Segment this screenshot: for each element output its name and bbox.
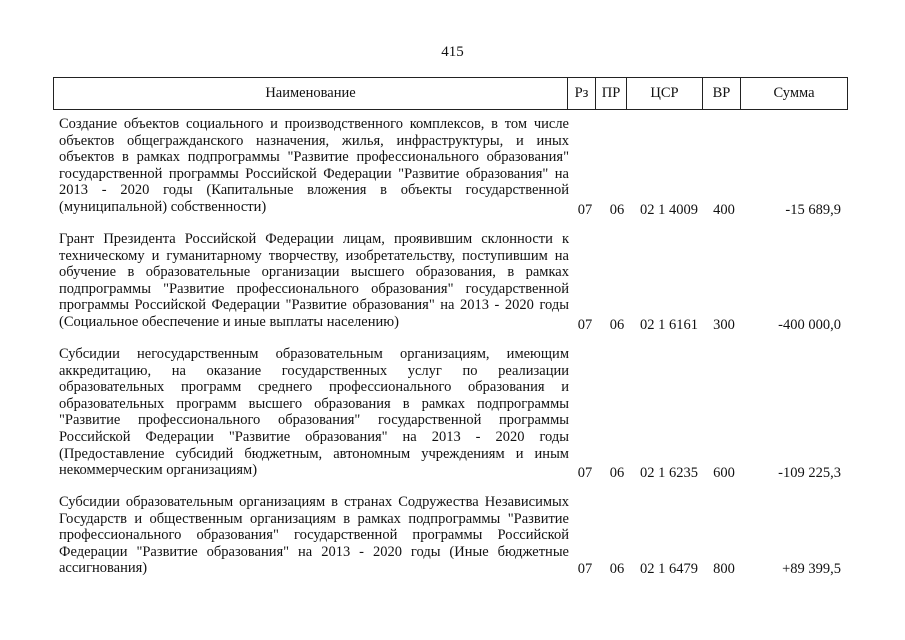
column-header-name: Наименование	[54, 78, 568, 110]
table-header	[53, 77, 848, 110]
row-csr: 02 1 6235	[640, 465, 698, 482]
row-pr: 06	[609, 561, 625, 578]
row-sum: +89 399,5	[782, 561, 841, 578]
row-csr: 02 1 6161	[640, 317, 698, 334]
row-values	[53, 561, 847, 578]
column-header-rz: Рз	[568, 78, 596, 110]
table-row	[53, 494, 847, 578]
row-values	[53, 465, 847, 482]
table-row	[53, 116, 847, 219]
row-sum: -15 689,9	[785, 202, 841, 219]
row-pr: 06	[609, 317, 625, 334]
row-rz: 07	[577, 202, 593, 219]
column-header-pr: ПР	[596, 78, 627, 110]
row-description: Грант Президента Российской Федерации лицам, проявившим склонности к техническому и гуманитарному творчеству, изобретательству, поступившим на обучение в образовательные организации высшего образования, в рамках подпрограммы "Развитие профессионального образования" государственной программы Российской Федерации "Развитие образования" на 2013 - 2020 годы (Социальное обеспечение и иные выплаты населению)	[59, 231, 569, 330]
row-csr: 02 1 4009	[640, 202, 698, 219]
row-pr: 06	[609, 202, 625, 219]
row-vr: 800	[713, 561, 735, 578]
column-header-csr: ЦСР	[627, 78, 703, 110]
row-csr: 02 1 6479	[640, 561, 698, 578]
row-description: Создание объектов социального и производственного комплексов, в том числе объектов общегражданского назначения, жилья, инфраструктуры, и иных объектов в рамках подпрограммы "Развитие профессионального образования" государственной программы Российской Федерации "Развитие образования" на 2013 - 2020 годы (Капитальные вложения в объекты государственной (муниципальной) собственности)	[59, 116, 569, 215]
table-body	[53, 116, 847, 578]
column-header-sum: Сумма	[741, 78, 848, 110]
page-number: 415	[441, 44, 464, 60]
row-rz: 07	[577, 561, 593, 578]
row-rz: 07	[577, 317, 593, 334]
row-pr: 06	[609, 465, 625, 482]
table-row	[53, 346, 847, 482]
row-rz: 07	[577, 465, 593, 482]
row-sum: -109 225,3	[778, 465, 841, 482]
row-values	[53, 202, 847, 219]
row-description: Субсидии образовательным организациям в странах Содружества Независимых Государств и общественным организациям в рамках подпрограммы "Развитие профессионального образования" государственной программы Российской Федерации "Развитие образования" на 2013 - 2020 годы (Иные бюджетные ассигнования)	[59, 494, 569, 577]
row-vr: 400	[713, 202, 735, 219]
row-sum: -400 000,0	[778, 317, 841, 334]
table-row	[53, 231, 847, 334]
column-header-vr: ВР	[703, 78, 741, 110]
row-description: Субсидии негосударственным образовательным организациям, имеющим аккредитацию, на оказание государственных услуг по реализации образовательных программ среднего профессионального образования и образовательных программ высшего образования в рамках подпрограммы "Развитие профессионального образования" государственной программы Российской Федерации "Развитие образования" на 2013 - 2020 годы (Предоставление субсидий бюджетным, автономным учреждениям и иным некоммерческим организациям)	[59, 346, 569, 479]
row-values	[53, 317, 847, 334]
row-vr: 600	[713, 465, 735, 482]
row-vr: 300	[713, 317, 735, 334]
